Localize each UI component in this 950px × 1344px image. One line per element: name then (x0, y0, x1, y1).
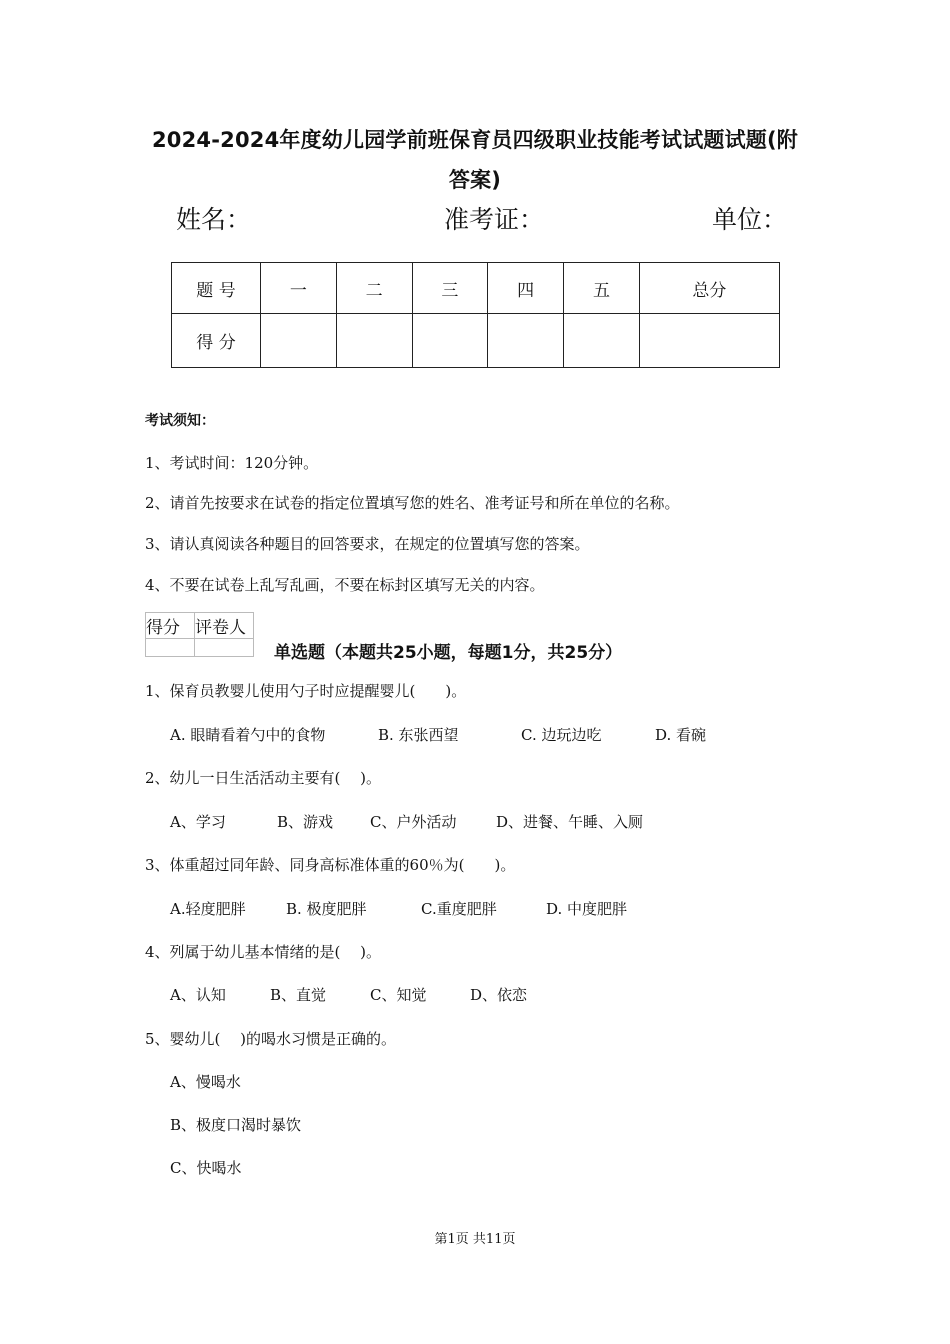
exam-id-field-label: 准考证： (444, 205, 545, 234)
total-score-cell (639, 314, 779, 368)
question-5-stem: 5、婴幼儿( )的喝水习惯是正确的。 (145, 1030, 397, 1048)
score-table-score-row (172, 314, 780, 368)
question-2-stem: 2、幼儿一日生活活动主要有( )。 (145, 769, 382, 787)
score-cell (261, 314, 337, 368)
question-5-option-a: A、慢喝水 (170, 1073, 241, 1091)
question-4-option-d: D、依恋 (470, 986, 528, 1004)
question-3-stem: 3、体重超过同年龄、同身高标准体重的60％为( )。 (145, 856, 516, 874)
score-table (171, 262, 780, 368)
question-3-option-d: D. 中度肥胖 (546, 900, 628, 918)
title-line-1: 2024-2024年度幼儿园学前班保育员四级职业技能考试试题试题(附 (151, 128, 798, 152)
question-4-stem: 4、列属于幼儿基本情绪的是( )。 (145, 943, 382, 961)
column-5-header: 五 (564, 263, 640, 314)
column-4-header: 四 (488, 263, 564, 314)
question-2-option-b: B、游戏 (277, 813, 334, 831)
grader-box (145, 612, 254, 657)
column-1-header: 一 (261, 263, 337, 314)
notice-heading: 考试须知： (145, 413, 215, 429)
question-1-option-a: A. 眼睛看着勺中的食物 (170, 726, 326, 744)
grader-score-cell (146, 639, 195, 657)
score-table-header-row (172, 263, 780, 314)
question-1-option-b: B. 东张西望 (378, 726, 459, 744)
total-column-header: 总分 (639, 263, 779, 314)
question-5-option-b: B、极度口渴时暴饮 (170, 1116, 302, 1134)
grader-reviewer-label: 评卷人 (195, 613, 254, 639)
score-cell (488, 314, 564, 368)
question-1-option-d: D. 看碗 (655, 726, 707, 744)
score-cell (336, 314, 412, 368)
question-number-label: 题 号 (172, 263, 261, 314)
question-4-option-a: A、认知 (170, 986, 226, 1004)
page-footer: 第1页 共11页 (434, 1232, 516, 1247)
question-4-option-c: C、知觉 (370, 986, 427, 1004)
title-line-2: 答案) (448, 168, 502, 192)
notice-item-4: 4、不要在试卷上乱写乱画，不要在标封区填写无关的内容。 (145, 576, 545, 594)
question-5-option-c: C、快喝水 (170, 1159, 242, 1177)
score-cell (412, 314, 488, 368)
name-field-label: 姓名： (176, 205, 252, 234)
question-1-stem: 1、保育员教婴儿使用勺子时应提醒婴儿( )。 (145, 682, 467, 700)
question-2-option-c: C、户外活动 (370, 813, 457, 831)
document-title (120, 120, 830, 200)
notice-item-3: 3、请认真阅读各种题目的回答要求，在规定的位置填写您的答案。 (145, 535, 590, 553)
section-title: 单选题（本题共25小题，每题1分，共25分） (274, 643, 623, 663)
grader-reviewer-cell (195, 639, 254, 657)
question-1-option-c: C. 边玩边吃 (521, 726, 602, 744)
score-cell (564, 314, 640, 368)
question-3-option-c: C.重度肥胖 (421, 900, 497, 918)
notice-item-2: 2、请首先按要求在试卷的指定位置填写您的姓名、准考证号和所在单位的名称。 (145, 494, 680, 512)
column-3-header: 三 (412, 263, 488, 314)
notice-item-1: 1、考试时间：120分钟。 (145, 454, 319, 472)
score-label: 得 分 (172, 314, 261, 368)
grader-score-label: 得分 (146, 613, 195, 639)
question-2-option-a: A、学习 (170, 813, 226, 831)
question-3-option-b: B. 极度肥胖 (286, 900, 367, 918)
unit-field-label: 单位： (712, 205, 788, 234)
question-3-option-a: A.轻度肥胖 (170, 900, 246, 918)
question-2-option-d: D、进餐、午睡、入厕 (496, 813, 644, 831)
question-4-option-b: B、直觉 (270, 986, 327, 1004)
column-2-header: 二 (336, 263, 412, 314)
